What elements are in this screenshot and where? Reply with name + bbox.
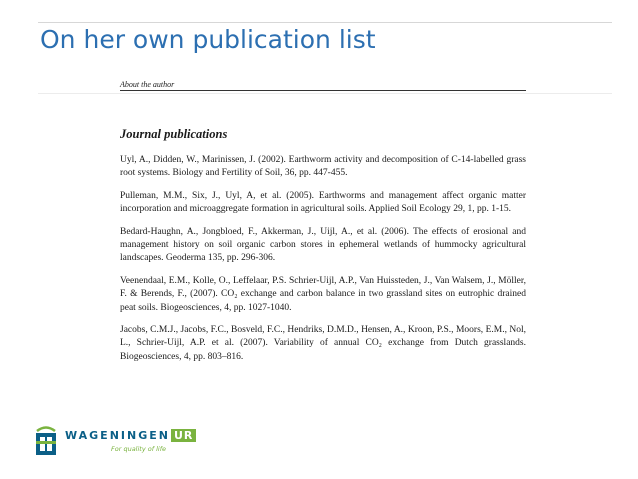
document-scan — [120, 80, 526, 373]
top-divider — [38, 22, 612, 23]
logo-wordmark — [65, 429, 196, 442]
publication-item: Veenendaal, E.M., Kolle, O., Leffelaar, P.S. Schrier-Uijl, A.P., Van Huissteden, J., Van Walsem, J., Möller, F. & Berends, F., (2007). CO₂ exchange and carbon balance in two grassland sites on eutrophic drained peat soils. Biogeosciences, 4, pp. 1027-1040. — [120, 275, 526, 313]
wageningen-logo-mark-icon — [33, 423, 59, 459]
wageningen-logo — [33, 423, 203, 463]
publication-item: Jacobs, C.M.J., Jacobs, F.C., Bosveld, F.C., Hendriks, D.M.D., Hensen, A., Kroon, P.S., Moors, E.M., Nol, L., Schrier-Uijl, A.P. et al. (2007). Variability of annual CO₂ exchange from Dutch grasslands. Biogeosciences, 4, pp. 803–816. — [120, 325, 526, 362]
publication-item: Pulleman, M.M., Six, J., Uyl, A, et al. (2005). Earthworms and management affect organic matter incorporation and microaggregate formation in agricultural soils. Applied Soil Ecology 29, 1, pp. 1-15. — [120, 190, 526, 215]
logo-wordmark-ur: UR — [171, 429, 196, 442]
logo-wordmark-main: WAGENINGEN — [65, 429, 170, 442]
logo-tagline: For quality of life — [111, 445, 166, 453]
publication-item: Bedard-Haughn, A., Jongbloed, F., Akkerman, J., Uijl, A., et al. (2006). The effects of erosional and management history on soil organic carbon stores in ephemeral wetlands of hummocky agricultural landscapes. Geoderma 135, pp. 296-306. — [120, 226, 526, 264]
document-header: About the author — [120, 80, 526, 91]
slide-title: On her own publication list — [40, 25, 376, 54]
publication-item: Uyl, A., Didden, W., Marinissen, J. (2002). Earthworm activity and decomposition of C-14-labelled grass root systems. Biology and Fertility of Soil, 36, pp. 447-455. — [120, 155, 526, 179]
document-heading: Journal publications — [120, 127, 228, 141]
